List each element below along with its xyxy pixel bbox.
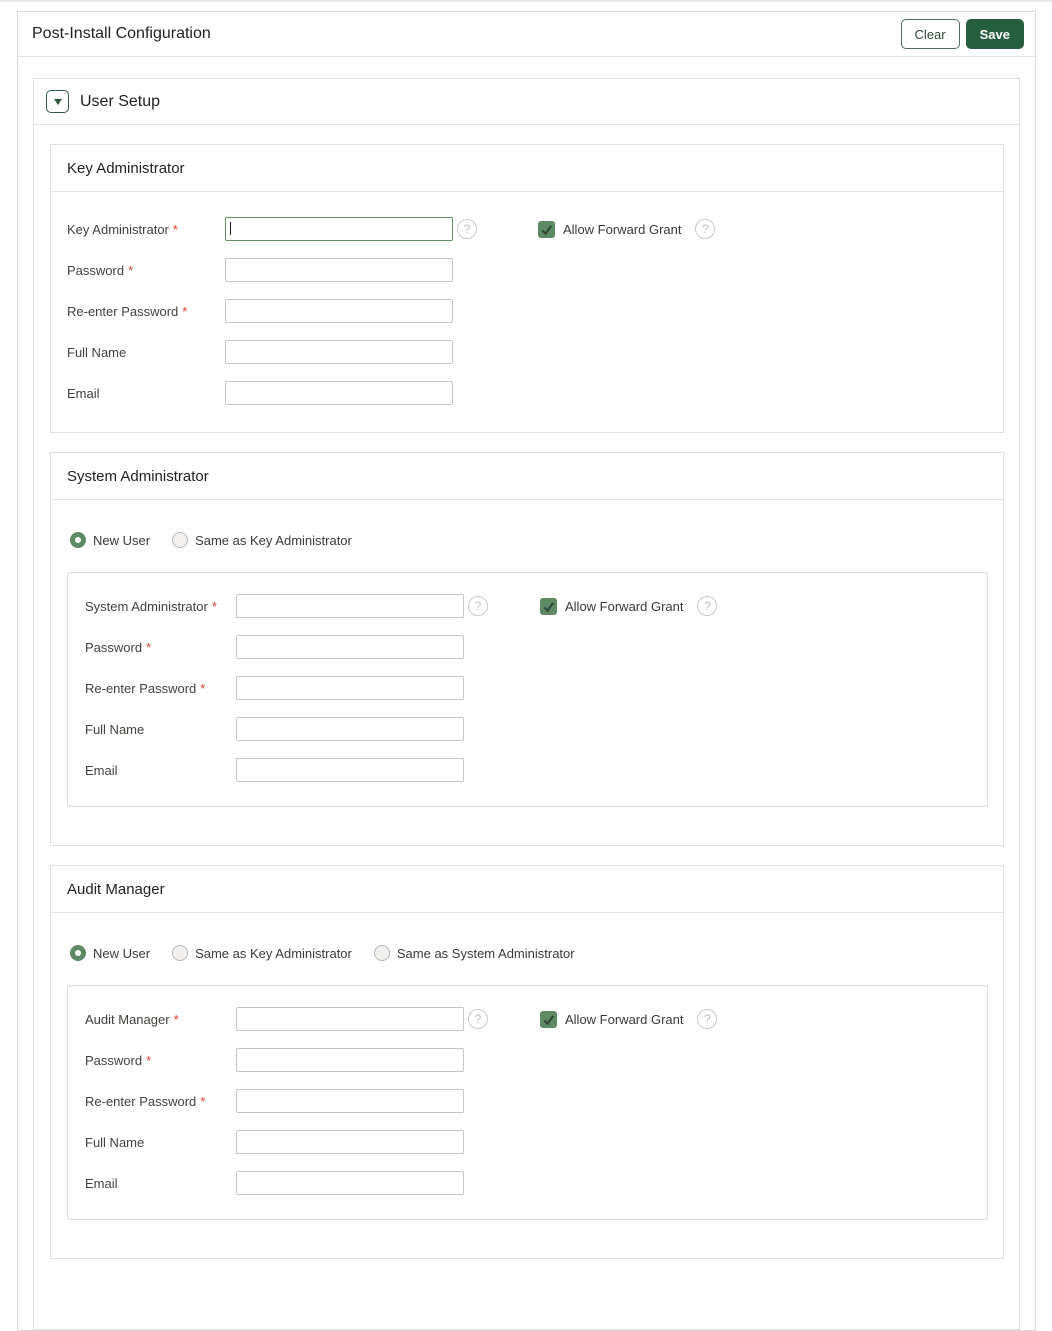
allow-forward-grant-label: Allow Forward Grant	[563, 221, 682, 237]
reenter-password-label	[85, 681, 236, 696]
form-row	[85, 676, 972, 700]
required-asterisk: *	[182, 303, 188, 319]
audit-manager-new-user-fieldset	[67, 985, 988, 1220]
reenter-password-label	[67, 304, 225, 319]
field-label-text: Audit Manager	[85, 1011, 170, 1027]
clear-button[interactable]: Clear	[901, 19, 960, 49]
help-glyph: ?	[702, 222, 709, 236]
field-label-text: Password	[85, 639, 143, 655]
help-icon[interactable]	[697, 596, 717, 616]
radio-label: Same as System Administrator	[396, 945, 575, 961]
save-button[interactable]: Save	[966, 19, 1024, 49]
required-asterisk: *	[128, 262, 134, 278]
radio-selected-icon	[70, 945, 86, 961]
field-label-text: Email	[85, 762, 118, 778]
system-administrator-section-title: System Administrator	[51, 453, 1003, 500]
field-label-text: Re-enter Password	[85, 1093, 197, 1109]
password-label	[67, 263, 225, 278]
required-asterisk: *	[200, 680, 206, 696]
key-administrator-section-title: Key Administrator	[51, 145, 1003, 192]
field-label-text: Full Name	[85, 1134, 145, 1150]
key-admin-full-name-input[interactable]	[225, 340, 453, 364]
sys-admin-email-input[interactable]	[236, 758, 464, 782]
allow-forward-grant-label: Allow Forward Grant	[565, 1011, 684, 1027]
field-label-text: Password	[85, 1052, 143, 1068]
audit-manager-input[interactable]	[236, 1007, 464, 1031]
required-asterisk: *	[211, 598, 217, 614]
required-asterisk: *	[173, 1011, 179, 1027]
form-row	[67, 258, 988, 282]
form-row	[67, 299, 988, 323]
radio-unselected-icon	[374, 945, 390, 961]
key-admin-email-input[interactable]	[225, 381, 453, 405]
system-admin-user-mode-radios	[70, 532, 988, 548]
help-icon[interactable]	[468, 596, 488, 616]
email-label	[85, 1176, 236, 1191]
user-setup-title: User Setup	[80, 92, 161, 110]
key-admin-password-input[interactable]	[225, 258, 453, 282]
radio-unselected-icon	[172, 532, 188, 548]
full-name-label	[67, 345, 225, 360]
key-admin-reenter-password-input[interactable]	[225, 299, 453, 323]
header-actions	[901, 19, 1024, 49]
system-administrator-section	[50, 452, 1004, 846]
audit-manager-user-mode-radios	[70, 945, 988, 961]
field-label-text: Re-enter Password	[85, 680, 197, 696]
full-name-label	[85, 1135, 236, 1150]
field-label-text: Full Name	[67, 344, 127, 360]
sysadmin-radio-new-user[interactable]	[70, 532, 150, 548]
allow-forward-grant-group	[538, 219, 715, 239]
form-row	[85, 1089, 972, 1113]
password-label	[85, 640, 236, 655]
field-label-text: System Administrator	[85, 598, 208, 614]
audit-manager-section	[50, 865, 1004, 1259]
sys-admin-password-input[interactable]	[236, 635, 464, 659]
allow-forward-grant-checkbox[interactable]	[540, 1011, 557, 1028]
system-administrator-input[interactable]	[236, 594, 464, 618]
audit-email-input[interactable]	[236, 1171, 464, 1195]
page-title: Post-Install Configuration	[32, 25, 211, 42]
field-label-text: Email	[85, 1175, 118, 1191]
audit-full-name-input[interactable]	[236, 1130, 464, 1154]
form-row	[67, 217, 988, 241]
key-administrator-input[interactable]	[225, 217, 453, 241]
help-icon[interactable]	[457, 219, 477, 239]
email-label	[67, 386, 225, 401]
reenter-password-label	[85, 1094, 236, 1109]
checkmark-icon	[542, 600, 555, 613]
allow-forward-grant-label: Allow Forward Grant	[565, 598, 684, 614]
form-row	[85, 635, 972, 659]
allow-forward-grant-group	[540, 1009, 717, 1029]
help-glyph: ?	[474, 1012, 482, 1026]
audit-password-input[interactable]	[236, 1048, 464, 1072]
required-asterisk: *	[146, 639, 152, 655]
help-glyph: ?	[474, 599, 482, 613]
key-administrator-section	[50, 144, 1004, 433]
audit-manager-label	[85, 1012, 236, 1027]
key-administrator-label	[67, 222, 225, 237]
audit-radio-same-as-key-admin[interactable]	[172, 945, 352, 961]
audit-radio-new-user[interactable]	[70, 945, 150, 961]
allow-forward-grant-checkbox[interactable]	[540, 598, 557, 615]
audit-radio-same-as-system-admin[interactable]	[374, 945, 575, 961]
checkmark-icon	[540, 223, 553, 236]
key-administrator-form	[51, 192, 1003, 432]
audit-reenter-password-input[interactable]	[236, 1089, 464, 1113]
system-admin-new-user-fieldset	[67, 572, 988, 807]
radio-label: Same as Key Administrator	[195, 532, 352, 548]
required-asterisk: *	[146, 1052, 152, 1068]
user-setup-panel	[33, 78, 1020, 1330]
radio-label: New User	[93, 945, 151, 961]
form-row	[85, 758, 972, 782]
sysadmin-radio-same-as-key-admin[interactable]	[172, 532, 352, 548]
required-asterisk: *	[172, 221, 178, 237]
help-glyph: ?	[463, 222, 471, 236]
radio-label: Same as Key Administrator	[195, 945, 352, 961]
form-row	[85, 717, 972, 741]
form-row	[85, 1007, 972, 1031]
field-label-text: Full Name	[85, 721, 145, 737]
help-glyph: ?	[704, 599, 711, 613]
full-name-label	[85, 722, 236, 737]
radio-selected-icon	[70, 532, 86, 548]
form-row	[85, 1048, 972, 1072]
allow-forward-grant-checkbox[interactable]	[538, 221, 555, 238]
sys-admin-reenter-password-input[interactable]	[236, 676, 464, 700]
checkmark-icon	[542, 1013, 555, 1026]
user-setup-collapse-button[interactable]	[46, 90, 69, 113]
audit-manager-section-title: Audit Manager	[51, 866, 1003, 913]
allow-forward-grant-group	[540, 596, 717, 616]
field-label-text: Key Administrator	[67, 221, 169, 237]
field-label-text: Email	[67, 385, 100, 401]
radio-dot	[75, 950, 81, 956]
sys-admin-full-name-input[interactable]	[236, 717, 464, 741]
system-administrator-form	[51, 500, 1003, 845]
help-icon[interactable]	[468, 1009, 488, 1029]
user-setup-header	[34, 79, 1019, 125]
help-icon[interactable]	[695, 219, 715, 239]
radio-label: New User	[93, 532, 151, 548]
password-label	[85, 1053, 236, 1068]
system-administrator-label	[85, 599, 236, 614]
field-label-text: Re-enter Password	[67, 303, 179, 319]
radio-dot	[75, 537, 81, 543]
form-row	[85, 1171, 972, 1195]
form-row	[85, 594, 972, 618]
form-row	[67, 340, 988, 364]
radio-unselected-icon	[172, 945, 188, 961]
email-label	[85, 763, 236, 778]
page-header	[18, 12, 1035, 57]
audit-manager-form	[51, 913, 1003, 1258]
help-glyph: ?	[704, 1012, 711, 1026]
form-row	[85, 1130, 972, 1154]
form-row	[67, 381, 988, 405]
required-asterisk: *	[200, 1093, 206, 1109]
post-install-configuration-card	[17, 11, 1036, 1331]
field-label-text: Password	[67, 262, 125, 278]
triangle-down-icon	[54, 99, 62, 105]
help-icon[interactable]	[697, 1009, 717, 1029]
